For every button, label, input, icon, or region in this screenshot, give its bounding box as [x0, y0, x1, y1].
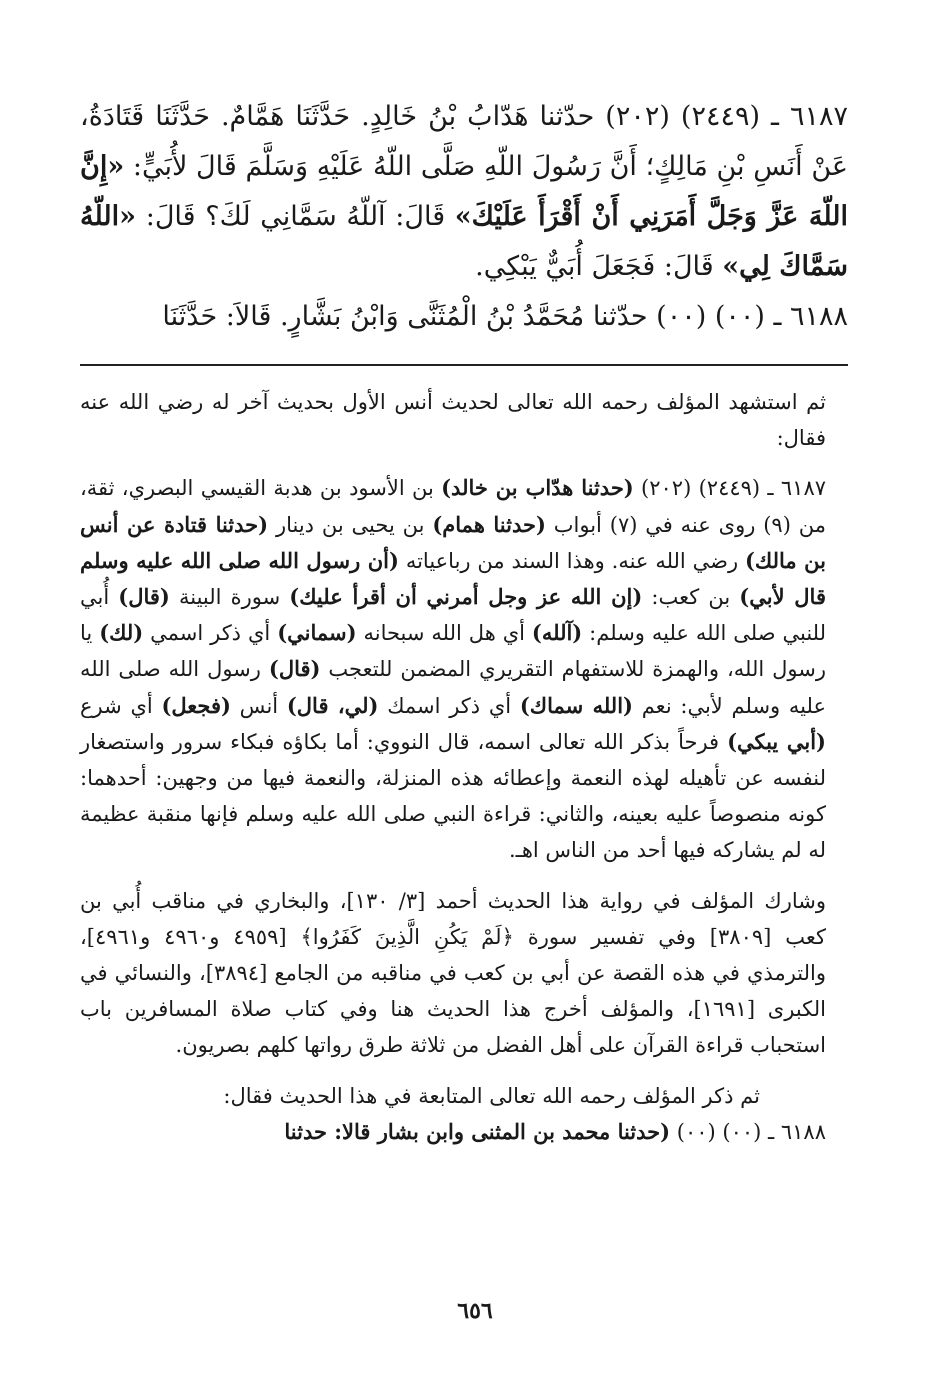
hadith-6187-text: ٦١٨٧ ـ (٢٤٤٩) (٢٠٢) حدّثنا هَدّابُ بْنُ خَالِدٍ. حَدَّثَنَا هَمَّامٌ. حَدَّثَنَا قَتَادَةُ، عَنْ أَنَسِ بْنِ مَالِكٍ؛ أَنَّ رَسُولَ اللّهِ صَلَّى اللّهُ عَلَيْهِ وَسَلَّمَ قَالَ لأُبَيٍّ:: [80, 101, 848, 182]
commentary-term: (أبي يبكي): [727, 728, 826, 754]
commentary-text: سورة البينة: [169, 585, 290, 610]
commentary: [80, 384, 848, 1150]
commentary-6187-number: ٦١٨٧ ـ (٢٤٤٩) (٢٠٢): [633, 476, 827, 501]
commentary-term: (قال): [118, 584, 170, 610]
hadith-6187-quote-1: «إِنَّ اللّهَ عَزَّ وَجَلَّ أَمَرَنِي أَنْ أَقْرَأَ عَلَيْكَ»: [80, 151, 848, 232]
hadith-text: [80, 92, 848, 342]
commentary-term: (لك): [99, 620, 144, 646]
commentary-text: أي ذكر اسمي: [143, 621, 278, 646]
commentary-text: أي شرع: [80, 693, 162, 718]
commentary-text: بن كعب:: [642, 585, 740, 610]
commentary-text: أي هل الله سبحانه: [356, 621, 532, 646]
commentary-text: يا رسول الله، والهمزة للاستفهام التقريري المضمن للتعجب: [80, 621, 826, 682]
hadith-6187-text-2: قَالَ: آللّهُ سَمَّانِي لَكَ؟ قَالَ:: [136, 201, 455, 232]
commentary-mutaba: [80, 1078, 848, 1114]
commentary-6187: [80, 470, 848, 868]
commentary-term: (إن الله عز وجل أمرني أن أقرأ عليك): [289, 584, 643, 610]
hadith-6187-text-3: قَالَ: فَجَعَلَ أُبَيٌّ يَبْكِي.: [475, 251, 723, 282]
hadith-6187: [80, 92, 848, 292]
commentary-text: أي ذكر اسمك: [378, 693, 520, 718]
commentary-text: بن الأسود بن هدبة القيسي البصري، ثقة، من (٩) روى عنه في (٧) أبواب: [80, 476, 826, 537]
commentary-term: (حدثنا قتادة عن أنس بن مالك): [80, 511, 826, 573]
commentary-text: بن يحيى بن دينار: [268, 512, 433, 537]
commentary-term: (أن رسول الله صلى الله عليه وسلم قال لأبي): [80, 547, 826, 610]
commentary-6188-number: ٦١٨٨ ـ (٠٠) (٠٠): [670, 1119, 826, 1144]
commentary-text: فرحاً بذكر الله تعالى اسمه، قال النووي: أما بكاؤه فبكاء سرور واستصغار لنفسه عن تأهيله لهذه النعمة وإعطائه هذه المنزلة، والنعمة فيها من وجهين: أحدهما: كونه منصوصاً عليه بعينه، والثاني: قراءة النبي صلى الله عليه وسلم فإنها منقبة عظيمة له لم يشاركه فيها أحد من الناس اهـ.: [80, 729, 826, 863]
commentary-text: رضي الله عنه. وهذا السند من رباعياته: [398, 548, 745, 573]
commentary-text: أنس: [230, 693, 287, 718]
hadith-6188: [80, 292, 848, 342]
separator-rule: [80, 364, 848, 366]
commentary-intro: [80, 384, 848, 456]
commentary-term: (فجعل): [161, 692, 231, 718]
commentary-6188: [80, 1114, 848, 1150]
page-body: [80, 92, 848, 1150]
commentary-takhrij: [80, 883, 848, 1064]
commentary-text: أُبي للنبي صلى الله عليه وسلم:: [80, 585, 827, 646]
commentary-term: (حدثنا همام): [432, 511, 546, 537]
commentary-term: (آلله): [531, 620, 583, 646]
page-number: ٦٥٦: [457, 1298, 493, 1324]
hadith-6187-quote-2: «اللّهُ سَمَّاكَ لِي»: [80, 201, 848, 282]
commentary-mutaba-text: ثم ذكر المؤلف رحمه الله تعالى المتابعة في هذا الحديث فقال:: [223, 1083, 760, 1108]
hadith-6188-text: ٦١٨٨ ـ (٠٠) (٠٠) حدّثنا مُحَمَّدُ بْنُ الْمُثَنَّى وَابْنُ بَشَّارٍ. قَالاَ: حَدَّثَنَا: [162, 301, 848, 332]
commentary-term: (حدثنا هدّاب بن خالد): [441, 475, 634, 501]
commentary-takhrij-text: وشارك المؤلف في رواية هذا الحديث أحمد [٣/ ١٣٠]، والبخاري في مناقب أُبي بن كعب [٣٨٠٩] وفي تفسير سورة ﴿لَمْ يَكُنِ الَّذِينَ كَفَرُوا﴾ [٤٩٥٩ و٤٩٦٠ و٤٩٦١]، والترمذي في هذه القصة عن أبي بن كعب في مناقبه من الجامع [٣٨٩٤]، والنسائي في الكبرى [١٦٩١]، والمؤلف أخرج هذا الحديث هنا وفي كتاب صلاة المسافرين باب استحباب قراءة القرآن على أهل الفضل من ثلاثة طرق رواتها كلهم بصريون.: [80, 888, 827, 1058]
commentary-text: رسول الله صلى الله عليه وسلم لأبي: نعم: [80, 657, 826, 718]
commentary-term: (لي، قال): [286, 692, 379, 718]
commentary-term: (سماني): [277, 620, 357, 646]
commentary-term: (حدثنا محمد بن المثنى وابن بشار قالا: حدثنا: [284, 1118, 671, 1144]
commentary-intro-text: ثم استشهد المؤلف رحمه الله تعالى لحديث أنس الأول بحديث آخر له رضي الله عنه فقال:: [80, 390, 826, 451]
commentary-term: (قال): [268, 656, 321, 682]
commentary-term: (الله سماك): [519, 692, 633, 718]
